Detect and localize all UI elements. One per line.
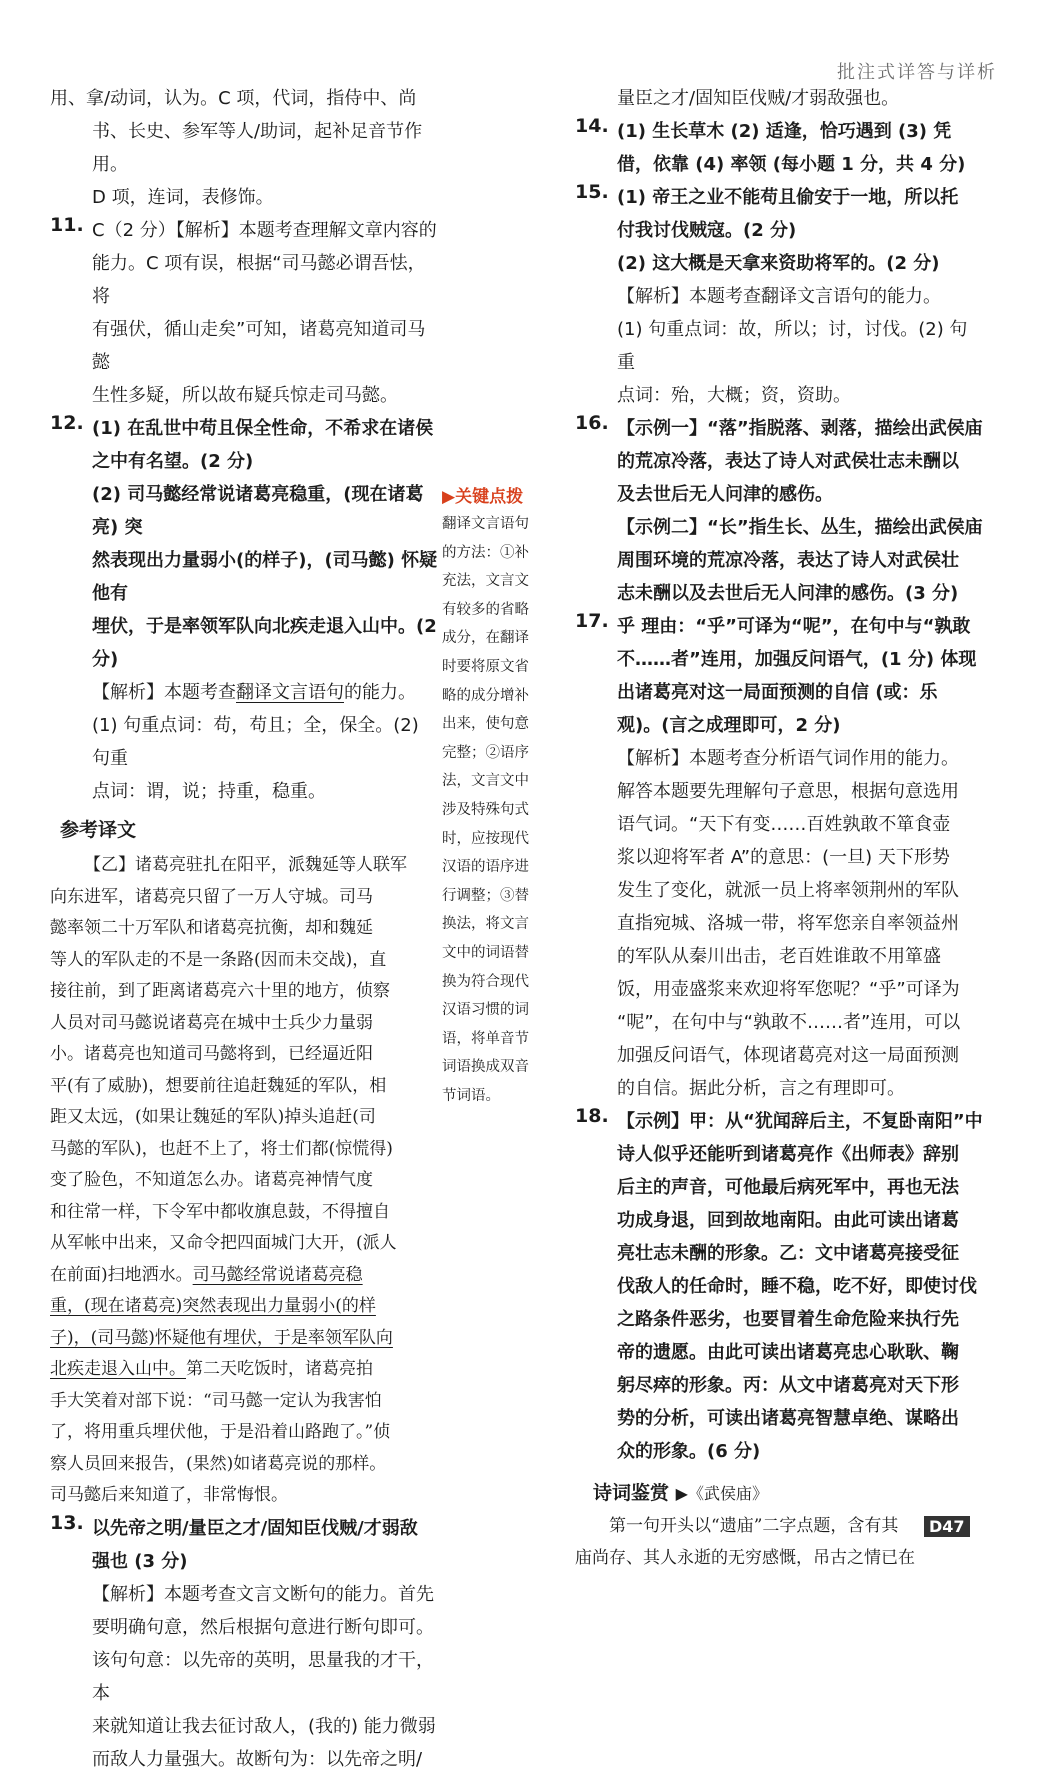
answer-line: 乎 理由：“乎”可译为“呢”，在句中与“孰敢 xyxy=(617,616,971,637)
key-phrase: 翻译文言语句 xyxy=(236,682,344,703)
sidebar-line: 翻译文言语句 xyxy=(442,516,529,532)
translation-line: 手大笑着对部下说：“司马懿一定认为我害怕 xyxy=(50,1390,382,1411)
analysis-line: 【解析】本题考查翻译文言语句的能力。 xyxy=(617,286,941,307)
answer-line: 躬尽瘁的形象。丙：从文中诸葛亮对天下形 xyxy=(617,1375,959,1396)
analysis-line: (1) 句重点词：苟，苟且；全，保全。(2) 句重 xyxy=(92,715,419,769)
analysis-line: 直指宛城、洛城一带，将军您亲自率领益州 xyxy=(617,913,959,934)
sidebar-line: 略的成分增补 xyxy=(442,687,529,704)
sidebar-line: 有较多的省略 xyxy=(442,601,529,618)
translation-line: 了，将用重兵埋伏他，于是沿着山路跑了。”侦 xyxy=(50,1422,391,1442)
translation-line: 距又太远，(如果让魏延的军队)掉头追赶(司 xyxy=(50,1107,376,1127)
left-column xyxy=(50,82,442,1776)
question-number: 16. xyxy=(575,412,609,434)
answer-line: 之路条件恶劣，也要冒着生命危险来执行先 xyxy=(617,1309,959,1330)
analysis-line: 【解析】本题考查翻译文言语句的能力。 xyxy=(92,682,416,703)
sidebar-line: 语，将单音节 xyxy=(442,1030,529,1047)
continued-text-line: 用、拿/动词，认为。C 项，代词，指侍中、尚 xyxy=(50,88,417,109)
answer-line: 能力。C 项有误，根据“司马懿必谓吾怯，将 xyxy=(92,253,426,307)
answer-line: 之中有名望。(2 分) xyxy=(92,451,254,472)
sidebar-line: 行调整；③替 xyxy=(442,887,529,904)
answer-line: 志未酬以及去世后无人问津的感伤。(3 分) xyxy=(617,583,959,604)
analysis-line: 要明确句意，然后根据句意进行断句即可。 xyxy=(92,1616,434,1638)
answer-line: 强也 (3 分) xyxy=(92,1550,188,1572)
answer-line: 埋伏，于是率领军队向北疾走退入山中。(2 分) xyxy=(92,616,437,670)
poem-appreciation-label: 诗词鉴赏 xyxy=(593,1482,670,1504)
question-11 xyxy=(50,214,442,412)
analysis-line: 【解析】本题考查分析语气词作用的能力。 xyxy=(617,748,959,769)
answer-line: 势的分析，可读出诸葛亮智慧卓绝、谋略出 xyxy=(617,1408,959,1429)
answer-line: 【示例二】“长”指生长、丛生，描绘出武侯庙 xyxy=(617,517,983,538)
translation-line: 【乙】诸葛亮驻扎在阳平，派魏延等人联军 xyxy=(84,855,407,875)
question-17 xyxy=(575,610,985,1105)
analysis-line: “呢”，在句中与“孰敢不……者”连用，可以 xyxy=(617,1012,961,1033)
answer-line: (1) 帝王之业不能苟且偷安于一地，所以托 xyxy=(617,187,959,208)
answer-line: 出诸葛亮对这一局面预测的自信 (或：乐 xyxy=(617,682,938,703)
question-number: 15. xyxy=(575,181,609,203)
answer-line: 观)。(言之成理即可，2 分) xyxy=(617,715,841,736)
analysis-line: (1) 句重点词：故，所以；讨，讨伐。(2) 句重 xyxy=(617,319,968,373)
question-18 xyxy=(575,1105,985,1468)
question-16 xyxy=(575,412,985,610)
translation-line: 变了脸色，不知道怎么办。诸葛亮神情气度 xyxy=(50,1170,373,1190)
reference-translation-title: 参考译文 xyxy=(60,819,137,841)
analysis-line: 而敌人力量强大。故断句为：以先帝之明/ xyxy=(92,1748,423,1770)
question-number: 11. xyxy=(50,214,84,236)
sidebar-line: 时，应按现代 xyxy=(442,830,529,847)
underlined-sentence: 司马懿经常说诸葛亮稳 xyxy=(192,1264,363,1285)
continued-text-line: 书、长史、参军等人/助词，起补足音节作用。 xyxy=(92,121,423,175)
answer-line: 然表现出力量弱小(的样子)，(司马懿) 怀疑他有 xyxy=(92,550,438,604)
question-number: 17. xyxy=(575,610,609,632)
sidebar-line: 词语换成双音 xyxy=(442,1059,529,1076)
translation-line: 懿率领二十万军队和诸葛亮抗衡，却和魏延 xyxy=(50,918,373,938)
sidebar-line: 节词语。 xyxy=(442,1087,500,1104)
poem-analysis-line: 第一句开头以“遗庙”二字点题，含有其 xyxy=(609,1516,899,1536)
answer-line: 诗人似乎还能听到诸葛亮作《出师表》辞别 xyxy=(617,1144,959,1165)
translation-line: 从军帐中出来，又命令把四面城门大开，(派人 xyxy=(50,1233,397,1253)
sidebar-line: 时要将原文省 xyxy=(442,658,529,675)
answer-line: 帝的遗愿。由此可读出诸葛亮忠心耿耿、鞠 xyxy=(617,1342,959,1363)
answer-line: (2) 这大概是天拿来资助将军的。(2 分) xyxy=(617,253,940,274)
question-number: 13. xyxy=(50,1511,84,1534)
answer-line: 不……者”连用，加强反问语气，(1 分) 体现 xyxy=(617,649,977,670)
answer-line: (1) 在乱世中苟且保全性命，不希求在诸侯 xyxy=(92,418,434,439)
translation-line: 等人的军队走的不是一条路(因而未交战)，直 xyxy=(50,949,387,970)
sidebar-line: 完整；②语序 xyxy=(442,744,529,761)
page-number: D47 xyxy=(924,1516,970,1537)
answer-line: 周围环境的荒凉冷落，表达了诗人对武侯壮 xyxy=(617,550,959,571)
answer-line: 借，依靠 (4) 率领 (每小题 1 分，共 4 分) xyxy=(617,154,966,175)
answer-line: 有强伏，循山走矣”可知，诸葛亮知道司马懿 xyxy=(92,319,426,373)
analysis-line: 加强反问语气，体现诸葛亮对这一局面预测 xyxy=(617,1045,959,1066)
answer-line: (2) 司马懿经常说诸葛亮稳重，(现在诸葛亮) 突 xyxy=(92,484,424,538)
poem-title: ▶《武侯庙》 xyxy=(675,1484,768,1503)
translation-line: 在前面)扫地洒水。司马懿经常说诸葛亮稳 xyxy=(50,1264,363,1285)
answer-line: 后主的声音，可他最后病死军中，再也无法 xyxy=(617,1177,959,1198)
answer-line: 亮壮志未酬的形象。乙：文中诸葛亮接受征 xyxy=(617,1243,959,1264)
question-number: 18. xyxy=(575,1105,609,1127)
underlined-sentence: 北疾走退入山中。 xyxy=(50,1359,186,1379)
sidebar-line: 汉语的语序进 xyxy=(442,859,529,876)
analysis-line: 发生了变化，就派一员上将率领荆州的军队 xyxy=(617,880,959,901)
underlined-sentence: 子)，(司马懿)怀疑他有埋伏，于是率领军队向 xyxy=(50,1327,393,1348)
continued-text-line: D 项，连词，表修饰。 xyxy=(92,187,274,208)
answer-line: C（2 分）【解析】本题考查理解文章内容的 xyxy=(92,220,437,241)
analysis-line: 【解析】本题考查文言文断句的能力。首先 xyxy=(92,1583,434,1605)
poem-analysis-line: 庙尚存、其人永逝的无穷感慨，吊古之情已在 xyxy=(575,1547,915,1568)
analysis-line: 语气词。“天下有变……百姓孰敢不箪食壶 xyxy=(617,814,951,835)
answer-line: 以先帝之明/量臣之才/固知臣伐贼/才弱敌 xyxy=(92,1517,418,1539)
answer-line: 众的形象。(6 分) xyxy=(617,1441,761,1462)
question-14 xyxy=(575,115,985,181)
translation-line: 司马懿后来知道了，非常悔恨。 xyxy=(50,1485,288,1505)
analysis-line: 浆以迎将军者 A”的意思：(一旦) 天下形势 xyxy=(617,847,950,868)
translation-line: 马懿的军队)，也赶不上了，将士们都(惊慌得) xyxy=(50,1138,393,1159)
translation-line: 平(有了威胁)，想要前往追赶魏延的军队，相 xyxy=(50,1075,387,1096)
underlined-sentence: 重，(现在诸葛亮)突然表现出力量弱小(的样 xyxy=(50,1296,376,1316)
answer-line: 功成身退，回到故地南阳。由此可读出诸葛 xyxy=(617,1210,959,1231)
sidebar-line: 换为符合现代 xyxy=(442,973,529,990)
sidebar-line: 充法，文言文 xyxy=(442,573,529,590)
translation-line: 向东进军，诸葛亮只留了一万人守城。司马 xyxy=(50,886,373,907)
answer-line: 付我讨伐贼寇。(2 分) xyxy=(617,220,797,241)
key-points-tag: ▶关键点拨 xyxy=(442,487,524,507)
reference-translation xyxy=(50,850,442,1512)
answer-line: (1) 生长草木 (2) 适逢，恰巧遇到 (3) 凭 xyxy=(617,121,952,142)
translation-line: 小。诸葛亮也知道司马懿将到，已经逼近阳 xyxy=(50,1044,373,1064)
sidebar-line: 出来，使句意 xyxy=(442,716,529,733)
translation-line: 人员对司马懿说诸葛亮在城中士兵少力量弱 xyxy=(50,1012,373,1033)
analysis-line: 的自信。据此分析，言之有理即可。 xyxy=(617,1078,905,1099)
answer-line: 【示例一】“落”指脱落、剥落，描绘出武侯庙 xyxy=(617,418,983,439)
sidebar-line: 的方法：①补 xyxy=(442,544,529,561)
translation-line: 察人员回来报告，(果然)如诸葛亮说的那样。 xyxy=(50,1453,387,1474)
analysis-line: 的军队从秦川出击，老百姓谁敢不用箪盛 xyxy=(617,946,941,967)
sidebar-line: 成分，在翻译 xyxy=(442,630,529,647)
sidebar-line: 换法，将文言 xyxy=(442,916,529,933)
translation-line: 和往常一样，下令军中都收旗息鼓，不得擅自 xyxy=(50,1201,390,1222)
analysis-line: 该句句意：以先帝的英明，思量我的才干，本 xyxy=(92,1649,434,1704)
answer-line: 生性多疑，所以故布疑兵惊走司马懿。 xyxy=(92,385,398,406)
answer-line: 【示例】甲：从“犹闻辞后主，不复卧南阳”中 xyxy=(617,1111,983,1132)
key-points-sidebar xyxy=(442,484,554,1110)
question-12 xyxy=(50,412,442,808)
question-number: 12. xyxy=(50,412,84,434)
sidebar-line: 涉及特殊句式 xyxy=(442,801,529,818)
analysis-line: 饭，用壶盛浆来欢迎将军您呢？“乎”可译为 xyxy=(617,979,960,1000)
sidebar-line: 汉语习惯的词 xyxy=(442,1002,529,1019)
analysis-line: 解答本题要先理解句子意思，根据句意选用 xyxy=(617,781,959,802)
right-column xyxy=(575,82,985,1574)
translation-line: 接往前，到了距离诸葛亮六十里的地方，侦察 xyxy=(50,981,390,1001)
question-number: 14. xyxy=(575,115,609,137)
question-15 xyxy=(575,181,985,412)
continued-text-line: 量臣之才/固知臣伐贼/才弱敌强也。 xyxy=(617,88,900,109)
sidebar-line: 法，文言文中 xyxy=(442,773,529,790)
answer-line: 及去世后无人问津的感伤。 xyxy=(617,484,833,505)
sidebar-line: 文中的词语替 xyxy=(442,944,529,961)
translation-line: 北疾走退入山中。第二天吃饭时，诸葛亮拍 xyxy=(50,1359,373,1379)
analysis-line: 点词：谓，说；持重，稳重。 xyxy=(92,781,326,802)
page-header: 批注式详答与详析 xyxy=(837,62,997,83)
analysis-line: 来就知道让我去征讨敌人，(我的) 能力微弱 xyxy=(92,1715,436,1737)
answer-line: 的荒凉冷落，表达了诗人对武侯壮志未酬以 xyxy=(617,451,959,472)
poem-appreciation-heading xyxy=(593,1476,985,1511)
question-13 xyxy=(50,1512,442,1776)
answer-line: 伐敌人的任命时，睡不稳，吃不好，即使讨伐 xyxy=(617,1276,977,1297)
analysis-line: 点词：殆，大概；资，资助。 xyxy=(617,385,851,406)
